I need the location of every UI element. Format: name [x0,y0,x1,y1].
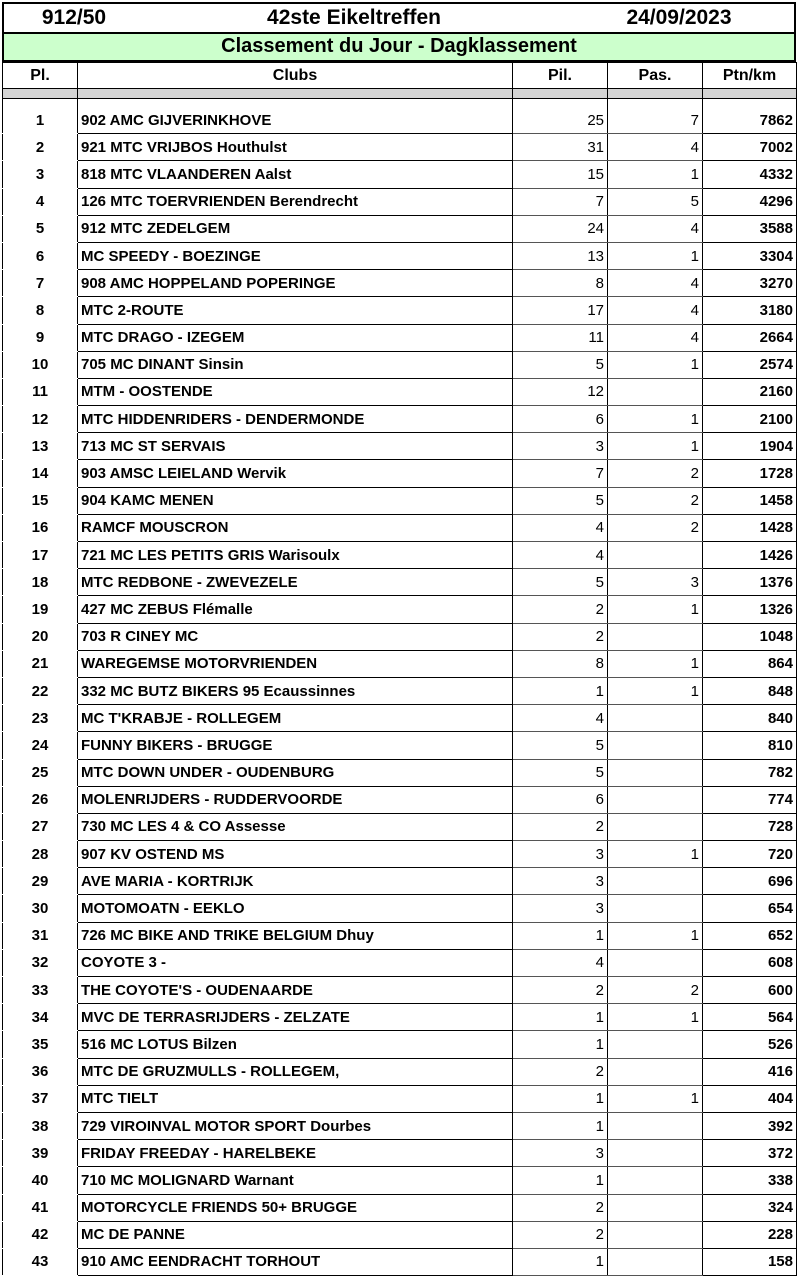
place-cell: 4 [3,188,78,215]
place-cell: 31 [3,922,78,949]
place-cell: 32 [3,949,78,976]
points-cell: 864 [703,650,797,677]
club-cell: 912 MTC ZEDELGEM [78,215,513,242]
passengers-cell: 2 [608,487,703,514]
points-cell: 228 [703,1221,797,1248]
place-cell: 43 [3,1248,78,1275]
passengers-cell: 4 [608,297,703,324]
table-row [3,1221,797,1248]
col-header-pilots: Pil. [513,63,608,89]
club-cell: MC T'KRABJE - ROLLEGEM [78,705,513,732]
points-cell: 338 [703,1167,797,1194]
pilots-cell: 4 [513,542,608,569]
club-cell: MTC DOWN UNDER - OUDENBURG [78,759,513,786]
club-cell: MOLENRIJDERS - RUDDERVOORDE [78,786,513,813]
points-cell: 848 [703,677,797,704]
table-row [3,868,797,895]
passengers-cell [608,1167,703,1194]
points-cell: 2160 [703,378,797,405]
table-row [3,1112,797,1139]
pilots-cell: 2 [513,1221,608,1248]
passengers-cell [608,813,703,840]
passengers-cell: 1 [608,922,703,949]
club-cell: 910 AMC EENDRACHT TORHOUT [78,1248,513,1275]
pilots-cell: 2 [513,596,608,623]
passengers-cell: 1 [608,406,703,433]
place-cell: 13 [3,433,78,460]
points-cell: 3270 [703,270,797,297]
club-cell: 903 AMSC LEIELAND Wervik [78,460,513,487]
pilots-cell: 12 [513,378,608,405]
passengers-cell: 1 [608,677,703,704]
passengers-cell: 4 [608,215,703,242]
pilots-cell: 5 [513,759,608,786]
points-cell: 600 [703,977,797,1004]
club-cell: 730 MC LES 4 & CO Assesse [78,813,513,840]
club-cell: 713 MC ST SERVAIS [78,433,513,460]
table-row [3,324,797,351]
header-bar [2,2,796,34]
pilots-cell: 5 [513,569,608,596]
points-cell: 7862 [703,107,797,134]
col-header-points: Ptn/km [703,63,797,89]
club-cell: MTC DRAGO - IZEGEM [78,324,513,351]
club-cell: MTC 2-ROUTE [78,297,513,324]
pilots-cell: 1 [513,677,608,704]
pilots-cell: 6 [513,406,608,433]
place-cell: 35 [3,1031,78,1058]
passengers-cell [608,732,703,759]
passengers-cell [608,1194,703,1221]
place-cell: 3 [3,161,78,188]
points-cell: 564 [703,1004,797,1031]
table-row [3,1031,797,1058]
pilots-cell: 2 [513,1058,608,1085]
club-cell: MTC DE GRUZMULLS - ROLLEGEM, [78,1058,513,1085]
event-title: 42ste Eikeltreffen [267,6,441,29]
table-row [3,542,797,569]
points-cell: 404 [703,1085,797,1112]
points-cell: 2100 [703,406,797,433]
place-cell: 28 [3,841,78,868]
points-cell: 158 [703,1248,797,1275]
place-cell: 40 [3,1167,78,1194]
place-cell: 15 [3,487,78,514]
header-spacer [3,89,797,99]
points-cell: 1904 [703,433,797,460]
table-row [3,1058,797,1085]
pilots-cell: 24 [513,215,608,242]
place-cell: 5 [3,215,78,242]
passengers-cell [608,623,703,650]
table-row [3,460,797,487]
points-cell: 652 [703,922,797,949]
pilots-cell: 1 [513,922,608,949]
club-cell: 907 KV OSTEND MS [78,841,513,868]
points-cell: 1728 [703,460,797,487]
table-row [3,813,797,840]
club-cell: 705 MC DINANT Sinsin [78,351,513,378]
place-cell: 36 [3,1058,78,1085]
table-row [3,406,797,433]
table-row [3,270,797,297]
passengers-cell [608,1221,703,1248]
pilots-cell: 4 [513,949,608,976]
pilots-cell: 3 [513,841,608,868]
passengers-cell: 1 [608,161,703,188]
place-cell: 1 [3,107,78,134]
club-cell: MC SPEEDY - BOEZINGE [78,242,513,269]
table-row [3,351,797,378]
pilots-cell: 1 [513,1167,608,1194]
points-cell: 720 [703,841,797,868]
points-cell: 372 [703,1140,797,1167]
club-cell: 904 KAMC MENEN [78,487,513,514]
points-cell: 2664 [703,324,797,351]
pilots-cell: 1 [513,1248,608,1275]
points-cell: 774 [703,786,797,813]
table-row [3,378,797,405]
passengers-cell [608,786,703,813]
table-row [3,949,797,976]
table-row [3,514,797,541]
col-header-place: Pl. [3,63,78,89]
table-row [3,433,797,460]
passengers-cell: 1 [608,242,703,269]
club-cell: 516 MC LOTUS Bilzen [78,1031,513,1058]
passengers-cell: 1 [608,650,703,677]
table-row [3,297,797,324]
club-cell: 818 MTC VLAANDEREN Aalst [78,161,513,188]
table-row [3,569,797,596]
table-row [3,161,797,188]
place-cell: 8 [3,297,78,324]
table-row [3,107,797,134]
place-cell: 2 [3,134,78,161]
pilots-cell: 5 [513,487,608,514]
passengers-cell [608,759,703,786]
club-cell: WAREGEMSE MOTORVRIENDEN [78,650,513,677]
club-cell: 908 AMC HOPPELAND POPERINGE [78,270,513,297]
points-cell: 3180 [703,297,797,324]
points-cell: 324 [703,1194,797,1221]
club-cell: 921 MTC VRIJBOS Houthulst [78,134,513,161]
table-row [3,1194,797,1221]
points-cell: 1458 [703,487,797,514]
table-row [3,705,797,732]
passengers-cell [608,895,703,922]
place-cell: 37 [3,1085,78,1112]
pilots-cell: 3 [513,1140,608,1167]
passengers-cell: 1 [608,433,703,460]
points-cell: 416 [703,1058,797,1085]
place-cell: 38 [3,1112,78,1139]
club-cell: 126 MTC TOERVRIENDEN Berendrecht [78,188,513,215]
pilots-cell: 6 [513,786,608,813]
pilots-cell: 2 [513,623,608,650]
club-cell: FRIDAY FREEDAY - HARELBEKE [78,1140,513,1167]
table-row [3,677,797,704]
points-cell: 696 [703,868,797,895]
club-cell: THE COYOTE'S - OUDENAARDE [78,977,513,1004]
passengers-cell [608,1031,703,1058]
place-cell: 10 [3,351,78,378]
pilots-cell: 15 [513,161,608,188]
place-cell: 14 [3,460,78,487]
table-row [3,623,797,650]
passengers-cell [608,1058,703,1085]
pilots-cell: 4 [513,705,608,732]
table-row [3,650,797,677]
passengers-cell: 1 [608,1004,703,1031]
points-cell: 654 [703,895,797,922]
club-cell: MC DE PANNE [78,1221,513,1248]
place-cell: 41 [3,1194,78,1221]
pilots-cell: 1 [513,1031,608,1058]
passengers-cell: 1 [608,596,703,623]
passengers-cell [608,378,703,405]
table-row [3,841,797,868]
place-cell: 18 [3,569,78,596]
column-header-row [3,63,797,89]
place-cell: 42 [3,1221,78,1248]
pilots-cell: 2 [513,1194,608,1221]
place-cell: 19 [3,596,78,623]
points-cell: 782 [703,759,797,786]
table-row [3,1004,797,1031]
table-row [3,1085,797,1112]
pilots-cell: 5 [513,732,608,759]
passengers-cell [608,949,703,976]
pilots-cell: 25 [513,107,608,134]
passengers-cell [608,705,703,732]
pilots-cell: 8 [513,270,608,297]
table-row [3,242,797,269]
table-row [3,134,797,161]
ranking-table [2,62,797,1276]
ranking-sheet [2,2,796,1276]
club-cell: COYOTE 3 - [78,949,513,976]
pilots-cell: 8 [513,650,608,677]
event-code: 912/50 [41,6,107,29]
header-gap [3,99,797,108]
points-cell: 1426 [703,542,797,569]
passengers-cell: 4 [608,324,703,351]
place-cell: 23 [3,705,78,732]
passengers-cell [608,1248,703,1275]
passengers-cell: 4 [608,134,703,161]
pilots-cell: 2 [513,813,608,840]
place-cell: 39 [3,1140,78,1167]
passengers-cell [608,1112,703,1139]
place-cell: 27 [3,813,78,840]
club-cell: AVE MARIA - KORTRIJK [78,868,513,895]
place-cell: 26 [3,786,78,813]
table-row [3,786,797,813]
pilots-cell: 1 [513,1004,608,1031]
points-cell: 1048 [703,623,797,650]
pilots-cell: 7 [513,460,608,487]
table-row [3,487,797,514]
club-cell: 726 MC BIKE AND TRIKE BELGIUM Dhuy [78,922,513,949]
passengers-cell: 2 [608,460,703,487]
table-row [3,1248,797,1275]
club-cell: MOTORCYCLE FRIENDS 50+ BRUGGE [78,1194,513,1221]
table-row [3,596,797,623]
club-cell: 902 AMC GIJVERINKHOVE [78,107,513,134]
pilots-cell: 31 [513,134,608,161]
points-cell: 4332 [703,161,797,188]
passengers-cell: 2 [608,514,703,541]
event-date: 24/09/2023 [626,6,732,29]
pilots-cell: 13 [513,242,608,269]
passengers-cell [608,1140,703,1167]
table-row [3,188,797,215]
pilots-cell: 11 [513,324,608,351]
passengers-cell: 5 [608,188,703,215]
club-cell: 721 MC LES PETITS GRIS Warisoulx [78,542,513,569]
points-cell: 2574 [703,351,797,378]
club-cell: FUNNY BIKERS - BRUGGE [78,732,513,759]
points-cell: 840 [703,705,797,732]
place-cell: 21 [3,650,78,677]
points-cell: 392 [703,1112,797,1139]
place-cell: 33 [3,977,78,1004]
club-cell: MTC TIELT [78,1085,513,1112]
points-cell: 1326 [703,596,797,623]
passengers-cell: 3 [608,569,703,596]
passengers-cell [608,542,703,569]
pilots-cell: 3 [513,433,608,460]
club-cell: MOTOMOATN - EEKLO [78,895,513,922]
pilots-cell: 2 [513,977,608,1004]
place-cell: 9 [3,324,78,351]
pilots-cell: 3 [513,868,608,895]
passengers-cell [608,868,703,895]
pilots-cell: 17 [513,297,608,324]
points-cell: 4296 [703,188,797,215]
place-cell: 34 [3,1004,78,1031]
points-cell: 608 [703,949,797,976]
club-cell: MTM - OOSTENDE [78,378,513,405]
col-header-clubs: Clubs [78,63,513,89]
col-header-passengers: Pas. [608,63,703,89]
place-cell: 17 [3,542,78,569]
place-cell: 20 [3,623,78,650]
points-cell: 3588 [703,215,797,242]
place-cell: 30 [3,895,78,922]
club-cell: 427 MC ZEBUS Flémalle [78,596,513,623]
ranking-rows [3,107,797,1276]
place-cell: 22 [3,677,78,704]
passengers-cell: 1 [608,1085,703,1112]
points-cell: 1376 [703,569,797,596]
passengers-cell: 1 [608,351,703,378]
pilots-cell: 1 [513,1112,608,1139]
points-cell: 810 [703,732,797,759]
table-row [3,732,797,759]
table-row [3,895,797,922]
club-cell: 729 VIROINVAL MOTOR SPORT Dourbes [78,1112,513,1139]
club-cell: MVC DE TERRASRIJDERS - ZELZATE [78,1004,513,1031]
club-cell: 710 MC MOLIGNARD Warnant [78,1167,513,1194]
passengers-cell: 7 [608,107,703,134]
pilots-cell: 7 [513,188,608,215]
place-cell: 11 [3,378,78,405]
place-cell: 24 [3,732,78,759]
points-cell: 526 [703,1031,797,1058]
pilots-cell: 5 [513,351,608,378]
club-cell: MTC HIDDENRIDERS - DENDERMONDE [78,406,513,433]
place-cell: 25 [3,759,78,786]
points-cell: 728 [703,813,797,840]
points-cell: 1428 [703,514,797,541]
table-row [3,1167,797,1194]
points-cell: 7002 [703,134,797,161]
place-cell: 7 [3,270,78,297]
points-cell: 3304 [703,242,797,269]
pilots-cell: 4 [513,514,608,541]
place-cell: 29 [3,868,78,895]
table-row [3,977,797,1004]
passengers-cell: 2 [608,977,703,1004]
table-row [3,759,797,786]
passengers-cell: 1 [608,841,703,868]
table-row [3,1140,797,1167]
club-cell: MTC REDBONE - ZWEVEZELE [78,569,513,596]
ranking-title: Classement du Jour - Dagklassement [2,34,796,62]
club-cell: RAMCF MOUSCRON [78,514,513,541]
place-cell: 16 [3,514,78,541]
table-row [3,922,797,949]
pilots-cell: 1 [513,1085,608,1112]
table-row [3,215,797,242]
pilots-cell: 3 [513,895,608,922]
club-cell: 703 R CINEY MC [78,623,513,650]
club-cell: 332 MC BUTZ BIKERS 95 Ecaussinnes [78,677,513,704]
place-cell: 12 [3,406,78,433]
passengers-cell: 4 [608,270,703,297]
place-cell: 6 [3,242,78,269]
